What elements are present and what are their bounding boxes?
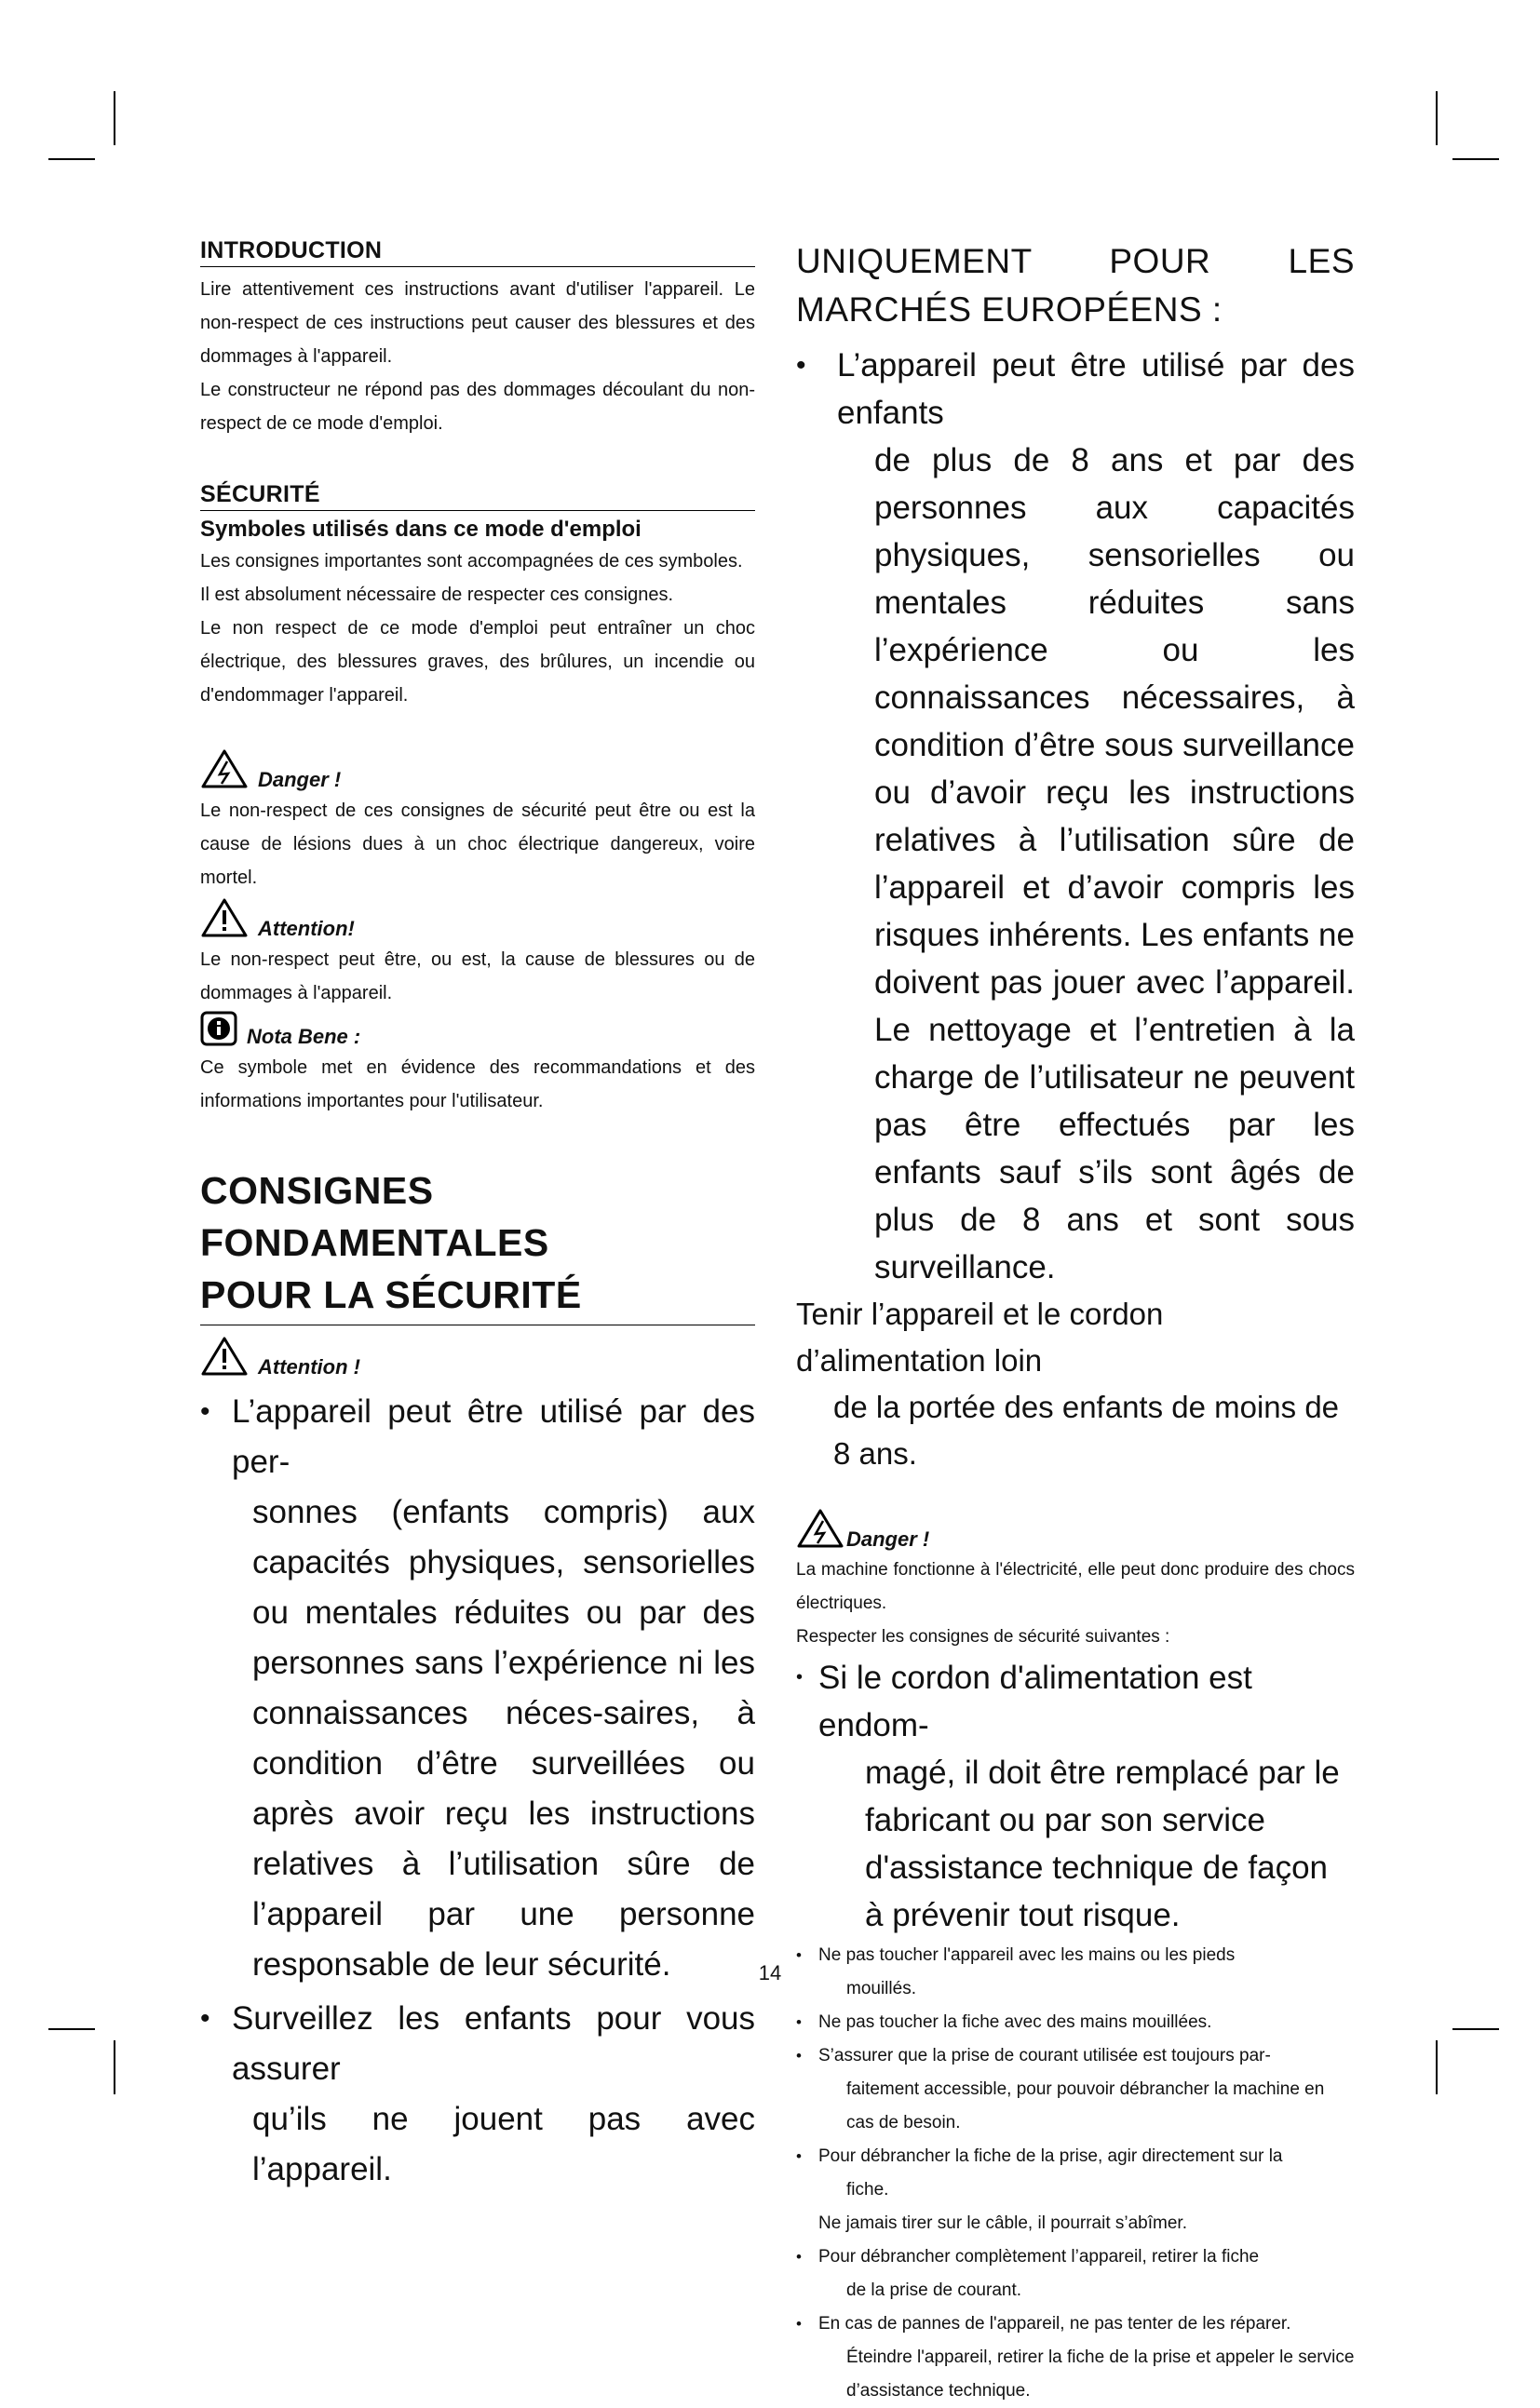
danger-text: Le non-respect de ces consignes de sécurité peut être ou est la cause de lésions dues à un choc électrique dangereux, voire mortel. [200, 800, 755, 888]
plain-line: Ne jamais tirer sur le câble, il pourrait s’abîmer. [818, 2213, 1187, 2233]
securite-paragraph: Il est absolument nécessaire de respecter ces consignes. [200, 585, 674, 605]
list-item-text: fiche. [846, 2180, 889, 2199]
list-item [796, 2140, 1355, 2207]
list-item-text: L’appareil peut être utilisé par des enfants [837, 347, 1355, 431]
tenir-line: Tenir l’appareil et le cordon d’alimentation loin [796, 1297, 1164, 1378]
introduction-heading: INTRODUCTION [200, 237, 755, 267]
info-icon [200, 1011, 237, 1051]
electric-hazard-icon [200, 748, 249, 794]
list-item-text: sonnes (enfants compris) aux capacités physiques, sensorielles ou mentales réduites ou par des personnes sans l’expérience ni les connaissances néces-saires, à condition d’être surveillées ou après avoir reçu les instructions relatives à l’utilisation sûre de l’appareil par une personne responsable de leur sécurité. [252, 1494, 755, 1983]
list-item-text: magé, il doit être remplacé par le fabricant ou par son service d'assistance technique de façon à prévenir tout risque. [865, 1755, 1340, 1933]
marches-heading: UNIQUEMENT POUR LES MARCHÉS EUROPÉENS : [796, 242, 1355, 329]
list-item-text: L’appareil peut être utilisé par des per- [232, 1393, 755, 1480]
danger-row [200, 746, 755, 794]
nota-bene-label: Nota Bene : [247, 1025, 361, 1048]
list-item-text: Ne pas toucher l'appareil avec les mains ou les pieds [818, 1945, 1236, 1965]
list-item [796, 2039, 1355, 2140]
list-item-text: Surveillez les enfants pour vous assurer [232, 2000, 755, 2087]
list-item-text: qu’ils ne jouent pas avec l’appareil. [252, 2101, 755, 2187]
list-item [796, 2240, 1355, 2307]
page-number: 14 [758, 1961, 782, 1984]
securite-paragraph: Le non respect de ce mode d'emploi peut entraîner un choc électrique, des blessures graves, des brûlures, un incendie ou d'endommager l'appareil. [200, 618, 755, 706]
list-item-text: faitement accessible, pour pouvoir débrancher la machine en cas de besoin. [846, 2079, 1325, 2132]
list-item-text: Éteindre l'appareil, retirer la fiche de la prise et appeler le service d’assistance technique. [846, 2347, 1355, 2401]
danger2-text: Respecter les consignes de sécurité suivantes : [796, 1627, 1170, 1647]
danger2-label: Danger ! [846, 1527, 930, 1551]
attention-label: Attention! [258, 917, 355, 940]
crop-mark [48, 2028, 95, 2030]
symboles-subheading: Symboles utilisés dans ce mode d'emploi [200, 517, 642, 542]
crop-mark [1436, 2040, 1438, 2094]
nota-bene-row [200, 1010, 755, 1051]
list-item-text: Si le cordon d'alimentation est endom- [818, 1660, 1252, 1743]
list-item [796, 342, 1355, 1291]
tenir-text [796, 1291, 1355, 1477]
tenir-line: de la portée des enfants de moins de 8 ans. [833, 1390, 1340, 1471]
list-item-text: S’assurer que la prise de courant utilisée est toujours par- [818, 2046, 1271, 2065]
attention-text: Le non-respect peut être, ou est, la cause de blessures ou de dommages à l'appareil. [200, 949, 755, 1003]
consignes-heading [200, 1164, 755, 1325]
list-item-text: En cas de pannes de l'appareil, ne pas tenter de les réparer. [818, 2314, 1291, 2334]
introduction-paragraph: Lire attentivement ces instructions avant d'utiliser l'appareil. Le non-respect de ces instructions peut causer des blessures et des dommages à l'appareil. [200, 279, 755, 367]
list-item [796, 2307, 1355, 2408]
consignes-attention-label: Attention ! [258, 1355, 360, 1379]
list-item-text: de la prise de courant. [846, 2280, 1022, 2300]
warning-triangle-icon [200, 1336, 249, 1381]
marches-list [796, 342, 1355, 1291]
warning-triangle-icon [200, 897, 249, 943]
consignes-heading-line: CONSIGNES FONDAMENTALES [200, 1169, 549, 1264]
securite-heading: SÉCURITÉ [200, 481, 755, 511]
list-item [200, 1387, 755, 1990]
consignes-heading-line: POUR LA SÉCURITÉ [200, 1273, 582, 1316]
list-item-text: mouillés. [846, 1979, 916, 1998]
cordon-list [796, 1654, 1355, 1939]
crop-mark [114, 2040, 115, 2094]
list-item-text: Pour débrancher la fiche de la prise, agir directement sur la [818, 2146, 1283, 2166]
crop-mark [1452, 2028, 1499, 2030]
list-item [796, 1654, 1355, 1939]
crop-mark [1452, 158, 1499, 160]
electric-hazard-icon [796, 1508, 844, 1554]
list-item [200, 1994, 755, 2195]
list-item-text: de plus de 8 ans et par des personnes aux capacités physiques, sensorielles ou mentales réduites sans l’expérience ou les connaissances nécessaires, à condition d’être sous surveillance ou d’avoir reçu les instructions relatives à l’utilisation sûre de l’appareil et d’avoir compris les risques inhérents. Les enfants ne doivent pas jouer avec l’appareil. Le nettoyage et l’entretien à la charge de l’utilisateur ne peuvent pas être effectués par les enfants sauf s’ils sont âgés de plus de 8 ans et sont sous surveillance. [874, 442, 1355, 1285]
crop-mark [114, 91, 115, 145]
crop-mark [1436, 91, 1438, 145]
danger-label: Danger ! [258, 768, 342, 791]
danger2-text: La machine fonctionne à l'électricité, elle peut donc produire des chocs électriques. [796, 1560, 1355, 1613]
introduction-paragraph: Le constructeur ne répond pas des dommages découlant du non-respect de ce mode d'emploi. [200, 380, 755, 434]
crop-mark [48, 158, 95, 160]
nota-bene-text: Ce symbole met en évidence des recommandations et des informations importantes pour l'utilisateur. [200, 1057, 755, 1111]
list-item [796, 2006, 1355, 2039]
consignes-list [200, 1387, 755, 2195]
danger2-row [796, 1505, 1355, 1554]
list-item-text: Pour débrancher complètement l’appareil, retirer la fiche [818, 2247, 1260, 2267]
safety-list [796, 2240, 1355, 2408]
left-column [200, 237, 755, 2199]
list-item-text: Ne pas toucher la fiche avec des mains mouillées. [818, 2012, 1212, 2032]
consignes-attention-row [200, 1325, 755, 1381]
securite-paragraph: Les consignes importantes sont accompagnées de ces symboles. [200, 551, 743, 572]
right-column [796, 237, 1355, 2408]
attention-row [200, 895, 755, 943]
